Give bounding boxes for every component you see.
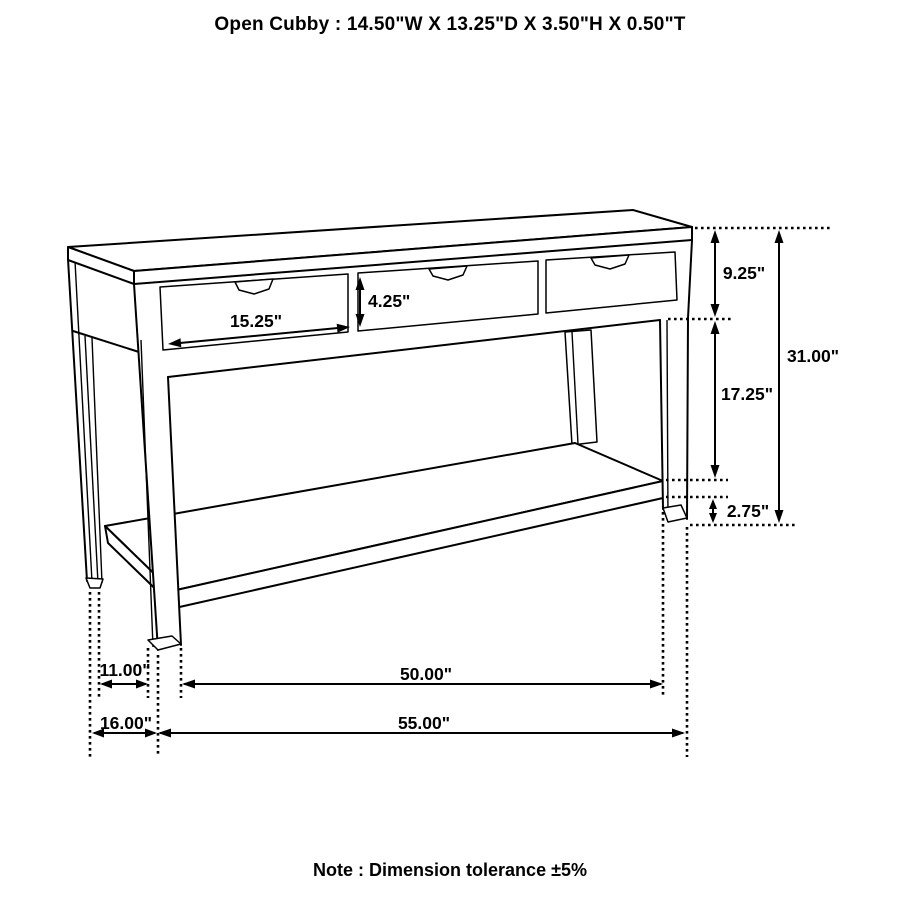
- label-inner-width: 50.00": [399, 664, 453, 684]
- lower-shelf: [105, 443, 663, 608]
- label-top-section-height: 9.25": [722, 263, 766, 283]
- label-leg-depth-inner: 11.00": [99, 660, 151, 680]
- tolerance-note: Note : Dimension tolerance ±5%: [313, 860, 587, 880]
- label-overall-height: 31.00": [786, 346, 840, 366]
- label-shelf-clearance-height: 17.25": [720, 384, 774, 404]
- back-left-leg-foot: [86, 578, 103, 588]
- label-drawer-opening-height: 4.25": [368, 291, 411, 311]
- label-overall-width: 55.00": [397, 713, 451, 733]
- page-title: Open Cubby : 14.50"W X 13.25"D X 3.50"H X 0.50"T: [214, 14, 686, 35]
- label-drawer-opening-width: 15.25": [229, 311, 283, 331]
- label-overall-depth: 16.00": [99, 713, 153, 733]
- label-below-shelf-height: 2.75": [726, 501, 770, 521]
